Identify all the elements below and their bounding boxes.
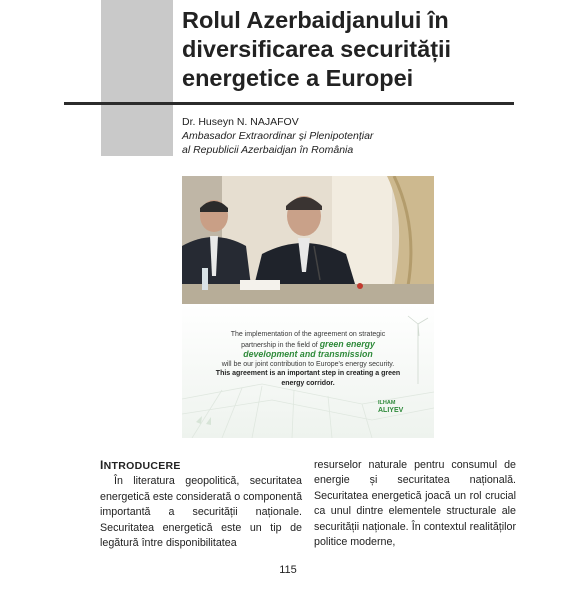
paragraph-left: În literatura geopolitică, securitatea energetică este considerată o componentă importantă a securității naționale. Securitatea energetică este un tip de legătură între disponibilitatea <box>100 475 303 550</box>
decorative-gray-bar <box>101 0 173 156</box>
conference-photo-illustration <box>182 176 434 304</box>
title-rule <box>64 102 514 105</box>
column-right <box>314 458 516 550</box>
quote-bold-1: This agreement is an important step in creating a green <box>215 370 401 377</box>
quote-line-1: The implementation of the agreement on strategic <box>230 331 386 338</box>
article-title: Rolul Azerbaidjanului în diversificarea securității energetice a Europei <box>182 7 452 91</box>
author-role-line-2: al Republicii Azerbaidjan în România <box>182 144 354 156</box>
author-role-line-1: Ambasador Extraordinar și Plenipotențiar <box>182 130 374 142</box>
author-name: Dr. Huseyn N. NAJAFOV <box>182 116 299 128</box>
quote-green-1: green energy <box>319 338 375 349</box>
conference-photo <box>182 176 434 304</box>
quote-bold-2: energy corridor. <box>281 379 335 387</box>
signature <box>378 400 403 414</box>
column-left <box>100 458 302 551</box>
page-number: 115 <box>279 564 297 576</box>
section-heading <box>100 458 302 474</box>
quote-line-3: will be our joint contribution to Europe's energy security. <box>221 360 395 368</box>
quote-line-2: partnership in the field of <box>241 341 318 349</box>
signature-small: ILHAM <box>378 400 396 406</box>
quote-green-2: development and transmission <box>243 349 373 359</box>
paragraph-right: resurselor naturale pentru consumul de energie și securitatea națională. Securitatea energetică joacă un rol crucial ca unul dintre elementele structurale ale securității naționale. În contextul realităților politice moderne, <box>314 459 516 549</box>
banner-quote <box>182 330 434 388</box>
heading-rest: NTRODUCERE <box>103 460 181 472</box>
heading-initial: I <box>100 458 104 472</box>
author-block <box>182 115 373 157</box>
quote-banner <box>182 304 434 438</box>
signature-name: ALIYEV <box>378 407 404 414</box>
